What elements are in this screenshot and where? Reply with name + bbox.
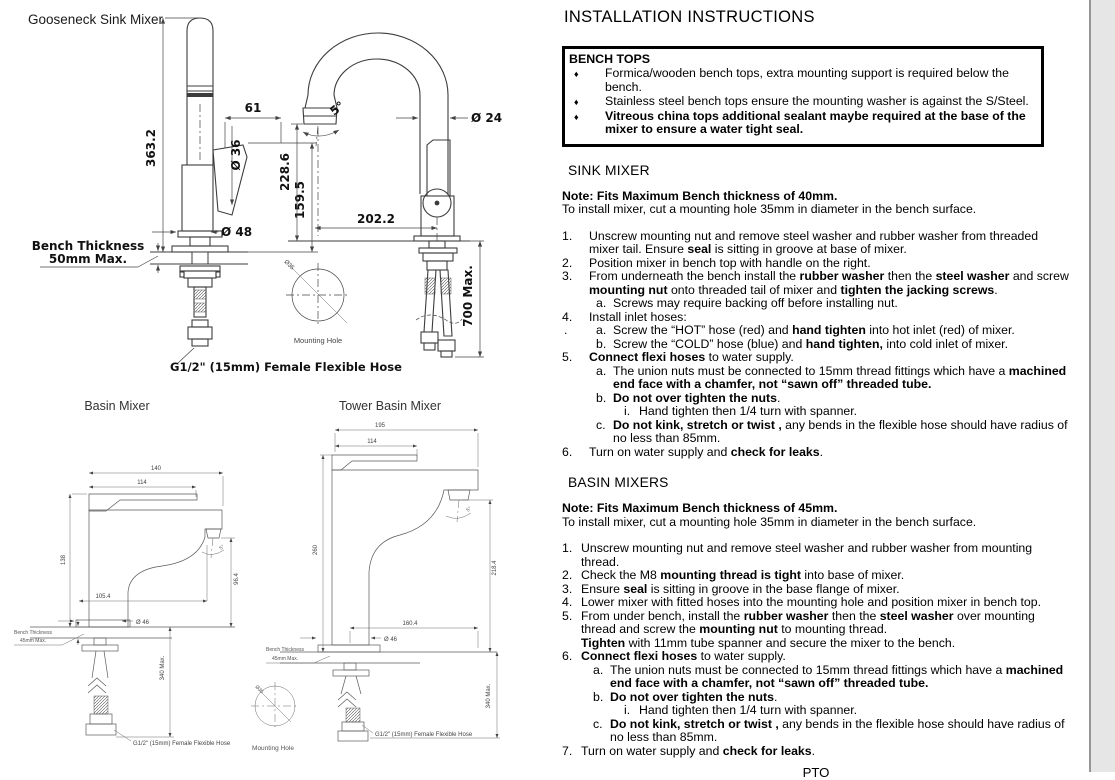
page-edge-strip: [1089, 0, 1115, 772]
step-text: Screws may require backing off before installing nut.: [613, 296, 898, 311]
dim-height: 260: [313, 544, 319, 556]
basin-mixers-section: [562, 475, 1070, 758]
section-heading: BASIN MIXERS: [568, 475, 669, 491]
instruction-step: [562, 650, 1070, 664]
step-text: Position mixer in bench top with handle on the right.: [589, 255, 871, 270]
step-marker: 4.: [562, 595, 573, 610]
dim-hose-length: 700 Max.: [461, 265, 475, 327]
dim-handle-width: 114: [137, 480, 147, 486]
step-text: Install inlet hoses:: [589, 309, 687, 324]
dim-width: 140: [150, 466, 162, 472]
step-marker: 4.: [562, 309, 573, 324]
step-marker: 3.: [562, 269, 573, 284]
instruction-step: [562, 745, 1070, 759]
dim-hose-length: 340 Max.: [486, 683, 492, 709]
step-marker: i.: [624, 703, 631, 718]
step-text: Do not kink, stretch or twist , any bends in the flexible hose should have radius of no less than 85mm.: [613, 417, 1068, 446]
step-text: Unscrew mounting nut and remove steel washer and rubber washer from mounting thread.: [581, 541, 1033, 569]
instruction-step: [562, 405, 1070, 419]
dim-spout-diameter: Ø 24: [471, 111, 503, 125]
step-text: Turn on water supply and check for leaks.: [589, 444, 824, 459]
instruction-step: [562, 542, 1070, 569]
bench-thickness-label: Bench Thickness: [14, 630, 52, 636]
bench-thickness-value: 45mm Max.: [272, 656, 299, 662]
drawing-title: Basin Mixer: [84, 399, 150, 413]
instructions-panel: [562, 0, 1070, 780]
instruction-step: [562, 324, 1070, 338]
step-marker: b.: [596, 390, 607, 405]
hose-caption: G1/2" (15mm) Female Flexible Hose: [170, 360, 402, 374]
instruction-step: [562, 351, 1070, 365]
gooseneck-side-view: [170, 33, 502, 374]
hose-caption: G1/2" (15mm) Female Flexible Hose: [133, 741, 231, 747]
step-text: Do not over tighten the nuts.: [610, 689, 778, 704]
step-text: From under bench, install the rubber washer then the steel washer over mounting thread and screw the mounting nut to mounting thread.: [581, 608, 1035, 637]
step-text: Lower mixer with fitted hoses into the mounting hole and position mixer in bench top.: [581, 595, 1042, 610]
dim-height: 138: [61, 554, 67, 566]
dim-hose-length: 340 Max.: [160, 655, 166, 681]
instruction-step: [562, 583, 1070, 597]
bench-top-bullet: [569, 95, 1035, 109]
mounting-hole-diameter: Ø35: [253, 684, 265, 696]
instruction-step: [562, 664, 1070, 691]
step-marker: c.: [593, 716, 603, 731]
dim-top-width: 61: [244, 101, 262, 115]
instruction-step: [562, 392, 1070, 406]
bench-tops-bullet-list: [569, 67, 1035, 137]
instruction-step: [562, 637, 1070, 651]
step-text: Check the M8 mounting thread is tight into base of mixer.: [581, 568, 905, 583]
drawing-title: Gooseneck Sink Mixer: [28, 12, 164, 27]
basin-mixers-steps: [562, 542, 1070, 758]
step-text: Connect flexi hoses to water supply.: [589, 350, 794, 365]
drawing-title: Tower Basin Mixer: [338, 399, 442, 413]
tower-basin-mixer-view: [251, 399, 500, 752]
step-text: Screw the “HOT” hose (red) and hand tighten into hot inlet (red) of mixer.: [613, 323, 1015, 338]
step-text: Screw the “COLD” hose (blue) and hand tighten, into cold inlet of mixer.: [613, 336, 1008, 351]
instruction-step: [562, 718, 1070, 745]
dim-handle-diameter: Ø 36: [229, 139, 243, 171]
step-marker: 2.: [562, 255, 573, 270]
step-marker: 5.: [562, 608, 573, 623]
dim-spout-height: 228.6: [278, 153, 292, 191]
instruction-step: [562, 704, 1070, 718]
sink-mixer-section: [562, 163, 1070, 460]
bullet-text: Stainless steel bench tops ensure the mounting washer is against the S/Steel.: [605, 94, 1029, 109]
dim-base-diameter: Ø 48: [221, 225, 253, 239]
hose-caption: G1/2" (15mm) Female Flexible Hose: [375, 732, 473, 738]
instruction-step: [562, 569, 1070, 583]
step-marker: 7.: [562, 743, 573, 758]
bench-thickness-value: 45mm Max.: [20, 638, 47, 644]
basin-mixer-view: [14, 399, 240, 747]
step-marker: a.: [596, 296, 607, 311]
step-text: The union nuts must be connected to 15mm thread fittings which have a machined end face with a chamfer, not “sawn off” threaded tube.: [610, 662, 1064, 691]
stray-period: .: [564, 323, 568, 338]
step-marker: b.: [593, 689, 604, 704]
step-text: Do not kink, stretch or twist , any bends in the flexible hose should have radius of no less than 85mm.: [610, 716, 1065, 745]
instruction-step: [562, 297, 1070, 311]
step-marker: 2.: [562, 568, 573, 583]
step-text: Tighten with 11mm tube spanner and secure the mixer to the bench.: [581, 635, 956, 650]
dim-angle: 5°: [218, 543, 226, 552]
step-text: The union nuts must be connected to 15mm thread fittings which have a machined end face with a chamfer, not “sawn off” threaded tube.: [613, 363, 1067, 392]
step-marker: 5.: [562, 350, 573, 365]
section-note: [562, 502, 1070, 529]
bench-thickness-label: Bench Thickness: [31, 239, 145, 253]
step-text: Hand tighten then 1/4 turn with spanner.: [639, 404, 858, 419]
step-marker: c.: [596, 417, 606, 432]
section-note: [562, 190, 1070, 217]
step-text: From underneath the bench install the rubber washer then the steel washer and screw mounting nut onto threaded tail of mixer and tighten the jacking screws.: [589, 269, 1069, 297]
step-marker: 6.: [562, 444, 573, 459]
instruction-step: [562, 691, 1070, 705]
mounting-hole-diameter: Ø35: [282, 259, 295, 272]
step-marker: a.: [593, 662, 604, 677]
note-bold-line: Note: Fits Maximum Bench thickness of 40mm.: [562, 188, 838, 203]
step-text: Hand tighten then 1/4 turn with spanner.: [639, 703, 858, 718]
dim-spout-height: 218.4: [492, 560, 498, 576]
step-marker: b.: [596, 336, 607, 351]
note-bold-line: Note: Fits Maximum Bench thickness of 45mm.: [562, 501, 838, 516]
note-line: To install mixer, cut a mounting hole 35mm in diameter in the bench surface.: [562, 514, 977, 529]
bench-thickness-label: Bench Thickness: [266, 647, 304, 653]
technical-drawings: [0, 0, 562, 772]
dim-spout-angle: 5°: [327, 98, 348, 119]
instruction-step: [562, 257, 1070, 271]
dim-reach: 160.4: [402, 621, 418, 627]
diamond-bullet-icon: ♦: [574, 97, 579, 108]
step-text: Do not over tighten the nuts.: [613, 390, 781, 405]
dim-angle: 5°: [465, 505, 473, 514]
step-marker: 1.: [562, 228, 573, 243]
step-text: Unscrew mounting nut and remove steel washer and rubber washer from threaded mixer tail. Ensure seal is sitting in groove at base of mixer.: [589, 228, 1039, 257]
instruction-step: [562, 596, 1070, 610]
dim-reach: 202.2: [357, 212, 395, 226]
step-marker: a.: [596, 363, 607, 378]
diamond-bullet-icon: ♦: [574, 69, 579, 79]
instruction-step: [562, 338, 1070, 352]
instruction-step: [562, 311, 1070, 325]
instruction-step: [562, 419, 1070, 446]
section-heading: SINK MIXER: [568, 162, 650, 178]
diamond-bullet-icon: ♦: [574, 111, 579, 122]
instruction-step: [562, 446, 1070, 460]
bench-top-bullet: [569, 110, 1035, 137]
page-title: INSTALLATION INSTRUCTIONS: [564, 8, 815, 26]
bench-tops-box: [562, 46, 1044, 147]
dim-base-diameter: Ø 46: [136, 620, 150, 626]
dim-spout-height: 96.4: [234, 573, 240, 585]
mounting-hole-label: Mounting Hole: [293, 336, 343, 345]
step-marker: 6.: [562, 649, 573, 664]
bench-tops-heading: BENCH TOPS: [569, 52, 651, 66]
step-marker: i.: [624, 404, 631, 419]
instruction-step: [562, 230, 1070, 257]
dim-width: 195: [374, 423, 386, 429]
mounting-hole-label: Mounting Hole: [252, 745, 294, 752]
dim-base-diameter: Ø 46: [384, 637, 398, 643]
step-marker: 1.: [562, 541, 573, 556]
bench-thickness-value: 50mm Max.: [48, 252, 128, 266]
page-footer-pto: PTO: [802, 765, 830, 780]
dim-upper-height: 159.5: [293, 181, 307, 219]
bench-top-bullet: [569, 67, 1035, 94]
step-marker: a.: [596, 323, 607, 338]
step-text: Turn on water supply and check for leaks.: [581, 743, 816, 758]
instruction-step: [562, 365, 1070, 392]
note-line: To install mixer, cut a mounting hole 35mm in diameter in the bench surface.: [562, 202, 977, 217]
dim-reach: 105.4: [95, 594, 111, 600]
sink-mixer-steps: [562, 230, 1070, 460]
instruction-step: [562, 270, 1070, 297]
step-text: Connect flexi hoses to water supply.: [581, 649, 786, 664]
gooseneck-front-view: [28, 12, 318, 346]
step-marker: 3.: [562, 581, 573, 596]
dim-overall-height: 363.2: [144, 129, 158, 167]
step-text: Ensure seal is sitting in groove in the base flange of mixer.: [581, 581, 900, 596]
dim-handle-width: 114: [367, 439, 377, 445]
bullet-text: Formica/wooden bench tops, extra mounting support is required below the bench.: [605, 66, 1009, 94]
bullet-text: Vitreous china tops additional sealant maybe required at the base of the mixer to ensure a water tight seal.: [605, 108, 1026, 137]
instruction-step: [562, 610, 1070, 637]
